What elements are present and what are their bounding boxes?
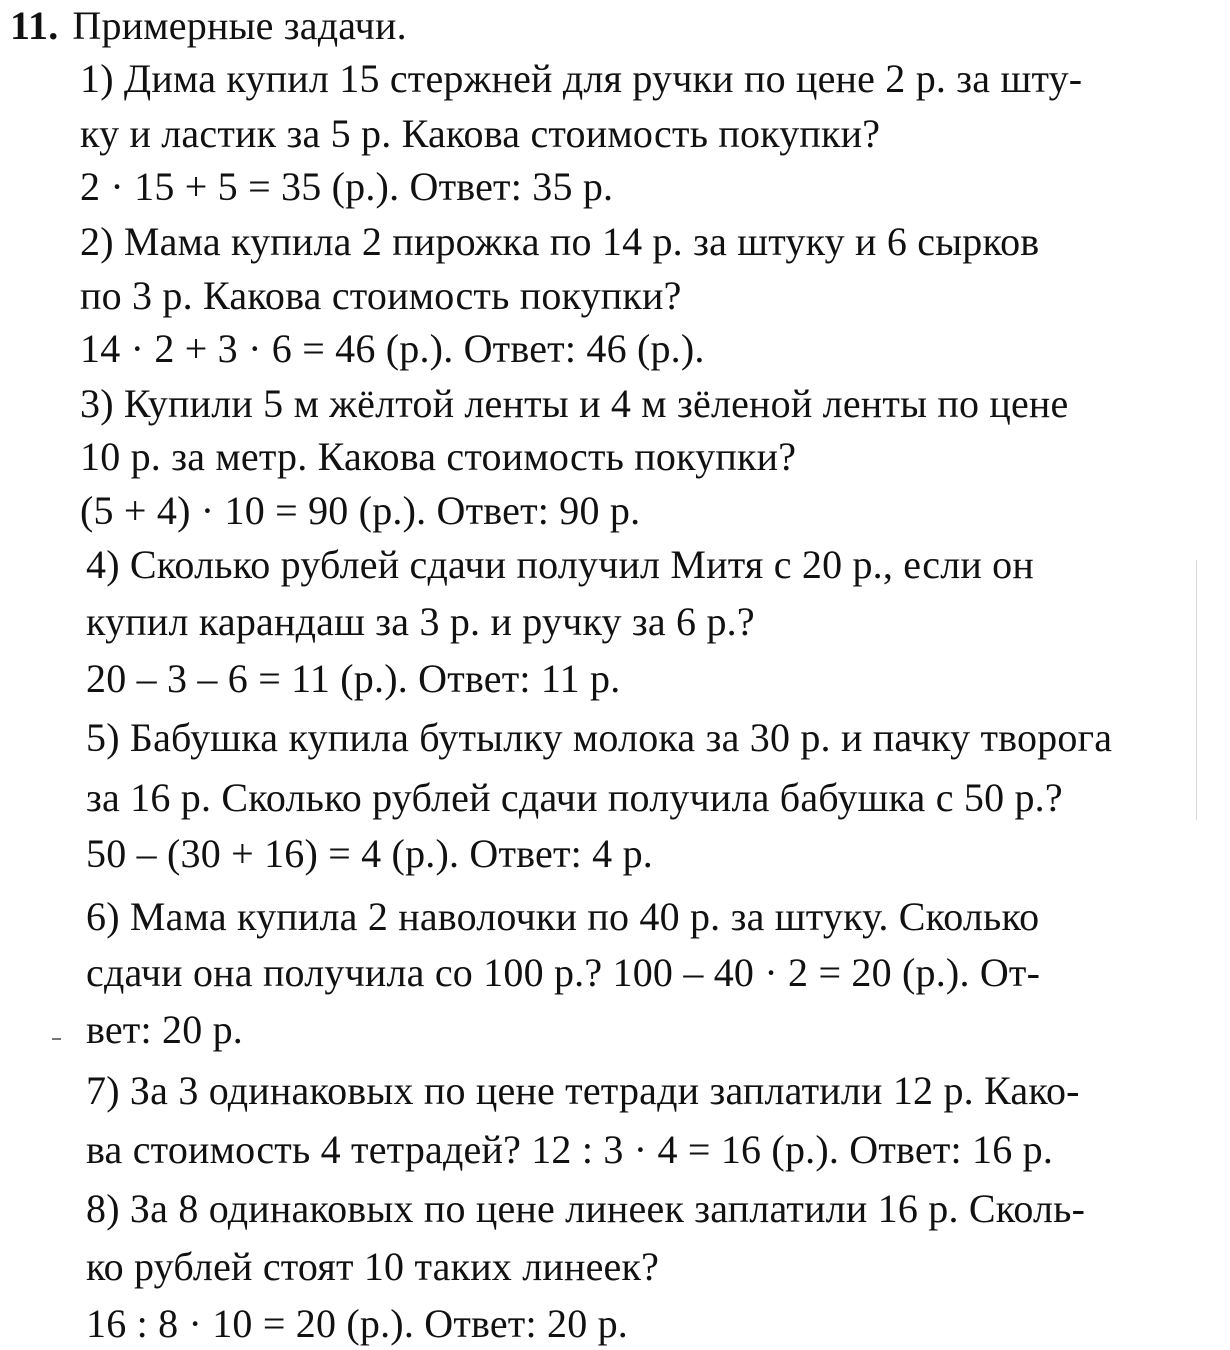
- problem-5-line-2: за 16 р. Сколько рублей сдачи получила бабушка с 50 р.?: [86, 775, 1063, 820]
- problem-8-line-2: ко рублей стоят 10 таких линеек?: [86, 1244, 660, 1289]
- problem-1-line-2: ку и ластик за 5 р. Какова стоимость покупки?: [80, 111, 881, 156]
- problem-3-line-2: 10 р. за метр. Какова стоимость покупки?: [80, 434, 797, 479]
- problem-2-line-2: по 3 р. Какова стоимость покупки?: [80, 273, 682, 318]
- scan-edge-mark: [1196, 560, 1197, 820]
- problem-3-solution: (5 + 4) · 10 = 90 (р.). Ответ: 90 р.: [80, 488, 641, 533]
- problem-8-solution: 16 : 8 · 10 = 20 (р.). Ответ: 20 р.: [86, 1301, 628, 1346]
- problem-2-line-1: 2) Мама купила 2 пирожка по 14 р. за штуку и 6 сырков: [80, 219, 1040, 264]
- problem-5-solution: 50 – (30 + 16) = 4 (р.). Ответ: 4 р.: [86, 831, 653, 876]
- problem-5-line-1: 5) Бабушка купила бутылку молока за 30 р. и пачку творога: [86, 715, 1113, 760]
- problem-6-line-2: сдачи она получила со 100 р.? 100 – 40 · 2 = 20 (р.). От-: [86, 950, 1041, 995]
- section-header: [10, 2, 407, 50]
- problem-6-line-3: вет: 20 р.: [86, 1007, 243, 1052]
- problem-2-solution: 14 · 2 + 3 · 6 = 46 (р.). Ответ: 46 (р.).: [80, 326, 705, 371]
- problem-4-line-1: 4) Сколько рублей сдачи получил Митя с 20 р., если он: [86, 542, 1034, 587]
- scan-speck: [52, 1038, 61, 1040]
- problem-1-solution: 2 · 15 + 5 = 35 (р.). Ответ: 35 р.: [80, 164, 614, 209]
- problem-7-line-1: 7) За 3 одинаковых по цене тетради заплатили 12 р. Како-: [86, 1068, 1080, 1113]
- problem-1-line-1: 1) Дима купил 15 стержней для ручки по цене 2 р. за шту-: [80, 56, 1083, 101]
- problem-8-line-1: 8) За 8 одинаковых по цене линеек заплатили 16 р. Сколь-: [86, 1186, 1086, 1231]
- problem-4-line-2: купил карандаш за 3 р. и ручку за 6 р.?: [86, 599, 755, 644]
- problem-7-line-2: ва стоимость 4 тетрадей? 12 : 3 · 4 = 16 (р.). Ответ: 16 р.: [86, 1127, 1054, 1172]
- section-number: 11.: [10, 3, 59, 48]
- problem-6-line-1: 6) Мама купила 2 наволочки по 40 р. за штуку. Сколько: [86, 894, 1040, 939]
- problem-4-solution: 20 – 3 – 6 = 11 (р.). Ответ: 11 р.: [86, 656, 621, 701]
- problem-3-line-1: 3) Купили 5 м жёлтой ленты и 4 м зёленой ленты по цене: [80, 381, 1069, 426]
- section-title: Примерные задачи.: [72, 3, 407, 48]
